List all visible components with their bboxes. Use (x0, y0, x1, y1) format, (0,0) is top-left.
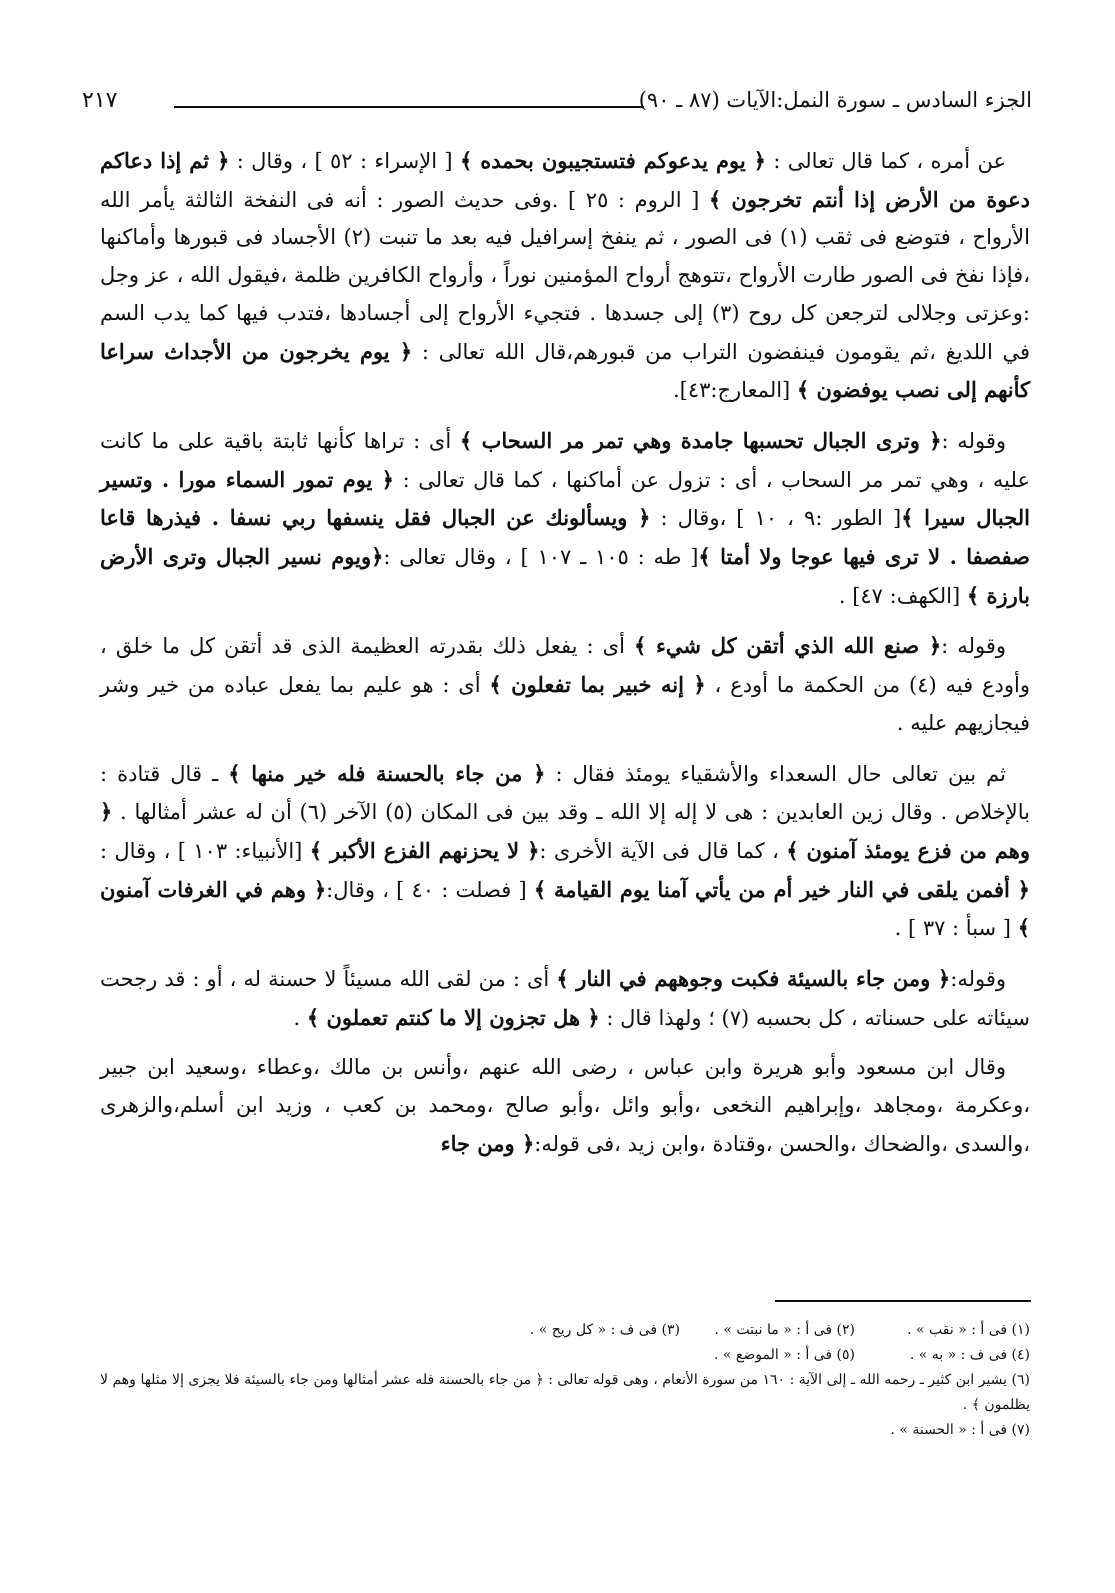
paragraph-text: وقوله : (941, 634, 1006, 659)
paragraph (100, 422, 1030, 616)
quran-verse: ﴿ ويسألونك عن الجبال فقل ينسفها ربي نسفا . فيذرها قاعا صفصفا . لا ترى فيها عوجا ولا أمتا ﴾ (100, 505, 1030, 570)
paragraph-text: [ طه : ١٠٥ ـ ١٠٧ ] ، وقال تعالى : (383, 545, 699, 570)
quran-verse: ﴿ يوم يخرجون من الأجداث سراعا كأنهم إلى نصب يوفضون ﴾ (100, 338, 1030, 403)
paragraph-text: [ الروم : ٢٥ ] .وفى حديث الصور : أنه فى النفخة الثالثة يأمر الله الأرواح ، فتوضع فى ثقب (١) فى الصور ، ثم ينفخ إسرافيل فيه بعد ما تنبت (٢) الأجساد فى قبورها وأماكنها ،فإذا نفخ فى الصور طارت الأرواح ،تتوهج أرواح المؤمنين نوراً ، وأرواح الكافرين ظلمة ،فيقول الله ، عز وجل :وعزتى وجلالى لترجعن كل روح (٣) إلى جسدها . فتجيء الأرواح إلى أجسادها ،فتدب فيها كما يدب السم في اللديغ ،ثم يقومون فينفضون التراب من قبورهم،قال الله تعالى : (100, 187, 1030, 364)
quran-verse: ﴿ وهم من فزع يومئذ آمنون ﴾ (100, 799, 1030, 863)
footnotes (100, 1318, 1030, 1443)
quran-verse: ﴿ ومن جاء (440, 1130, 535, 1156)
quran-verse: ﴿ صنع الله الذي أتقن كل شيء ﴾ (634, 633, 942, 659)
paragraph-text: وقوله : (941, 428, 1006, 453)
paragraph (100, 1049, 1030, 1163)
paragraph (100, 960, 1030, 1037)
paragraph-text: ـ قال قتادة : بالإخلاص . وقال زين العابدين : هى لا إله إلا الله ـ وقد بين فى المكان (٥) الآخر (٦) أن له عشر أمثالها . (100, 761, 1031, 825)
paragraph (100, 627, 1030, 742)
paragraph-text: [ فصلت : ٤٠ ] ، وقال: (326, 877, 534, 902)
paragraph-text: عن أمره ، كما قال تعالى : (765, 149, 1007, 173)
footnote-row-2 (100, 1343, 1030, 1368)
paragraph-text: [ الطور :٩ ، ١٠ ] ،وقال : (650, 506, 902, 531)
quran-verse: ﴿ويوم نسير الجبال وترى الأرض بارزة ﴾ (100, 544, 1030, 608)
quran-verse: ﴿ يوم يدعوكم فتستجيبون بحمده ﴾ (459, 148, 766, 173)
quran-verse: ﴿ وترى الجبال تحسبها جامدة وهي تمر مر السحاب ﴾ (459, 427, 942, 453)
footnote-5: (٥) فى أ : « الموضع » . (714, 1347, 855, 1363)
paragraph-text: . (293, 1005, 307, 1030)
paragraph-text: [المعارج:٤٣]. (672, 378, 797, 403)
footnote-6: (٦) يشير ابن كثير ـ رحمه الله ـ إلى الآية : ١٦٠ من سورة الأنعام ، وهى قوله تعالى : ﴿ من جاء بالحسنة فله عشر أمثالها ومن جاء بالسيئة فلا يجزى إلا مثلها وهم لا يظلمون ﴾ . (100, 1372, 1030, 1413)
paragraph-text: [ الإسراء : ٥٢ ] ، وقال : (229, 149, 460, 173)
paragraph-text: [الأنبياء: ١٠٣ ] ، وقال : (100, 838, 310, 863)
quran-verse: ﴿ وهم في الغرفات آمنون ﴾ (100, 876, 1030, 941)
body-text (100, 142, 1030, 1176)
header-rule (174, 106, 644, 108)
paragraph-text: ، كما قال فى الآية الأخرى : (539, 838, 787, 863)
paragraph (100, 755, 1030, 949)
paragraph-text: أى : يفعل ذلك بقدرته العظيمة الذى قد أتقن كل ما خلق ، وأودع فيه (٤) من الحكمة ما أودع ، (100, 634, 1030, 698)
quran-verse: ﴿ إنه خبير بما تفعلون ﴾ (489, 672, 706, 698)
page-header (82, 88, 1032, 122)
paragraph-text: أى : هو عليم بما يفعل عباده من خير وشر فيجازيهم عليه . (100, 673, 1030, 735)
page-number: ٢١٧ (82, 88, 118, 113)
footnote-row-1 (100, 1318, 1030, 1343)
quran-verse: ﴿ ومن جاء بالسيئة فكبت وجوههم في النار ﴾ (556, 966, 951, 992)
footnote-4: (٤) فى ف : « به » . (909, 1347, 1030, 1363)
paragraph (100, 142, 1030, 410)
paragraph-text: أى : تراها كأنها ثابتة باقية على ما كانت عليه ، وهي تمر مر السحاب ، أى : تزول عن أماكنها ، كما قال تعالى : (100, 428, 1030, 492)
quran-verse: ﴿ من جاء بالحسنة فله خير منها ﴾ (228, 760, 546, 786)
footnote-2: (٢) فى أ : « ما نبتت » . (714, 1322, 855, 1338)
paragraph-text: [ سبأ : ٣٧ ] . (894, 916, 1018, 941)
paragraph-text: أى : من لقى الله مسيئاً لا حسنة له ، أو : قد رجحت سيئاته على حسناته ، كل بحسبه (٧) ؛ ولهذا قال : (100, 967, 1030, 1030)
quran-verse: ﴿ لا يحزنهم الفزع الأكبر ﴾ (309, 837, 540, 863)
quran-verse: ﴿ هل تجزون إلا ما كنتم تعملون ﴾ (306, 1004, 600, 1030)
quran-verse: ﴿ أفمن يلقى في النار خير أم من يأتي آمنا يوم القيامة ﴾ (533, 876, 1030, 902)
footnote-3: (٣) فى ف : « كل ريح » . (529, 1322, 680, 1338)
footnote-1: (١) فى أ : « نقب » . (907, 1322, 1030, 1338)
paragraph-text: وقال ابن مسعود وأبو هريرة وابن عباس ، رضى الله عنهم ،وأنس بن مالك ،وعطاء ،وسعيد ابن جبير ،وعكرمة ،ومجاهد ،وإبراهيم النخعى ،وأبو وائل ،وأبو صالح ،ومحمد بن كعب ، وزيد ابن أسلم،والزهرى ،والسدى ،والضحاك ،والحسن ،وقتادة ،وابن زيد ،فى قوله: (100, 1055, 1030, 1156)
quran-verse: ﴿ يوم تمور السماء مورا . وتسير الجبال سيرا ﴾ (100, 466, 1030, 531)
footnote-7: (٧) فى أ : « الحسنة » . (890, 1422, 1030, 1438)
paragraph-text: وقوله: (950, 967, 1007, 992)
quran-verse: ﴿ ثم إذا دعاكم دعوة من الأرض إذا أنتم تخرجون ﴾ (100, 148, 1031, 212)
running-title: الجزء السادس ـ سورة النمل:الآيات (٨٧ ـ ٩٠) (638, 88, 1032, 112)
paragraph-text: [الكهف: ٤٧] . (838, 583, 967, 608)
paragraph-text: ثم بين تعالى حال السعداء والأشقياء يومئذ فقال : (545, 761, 1006, 786)
footnote-rule (775, 1300, 1031, 1302)
